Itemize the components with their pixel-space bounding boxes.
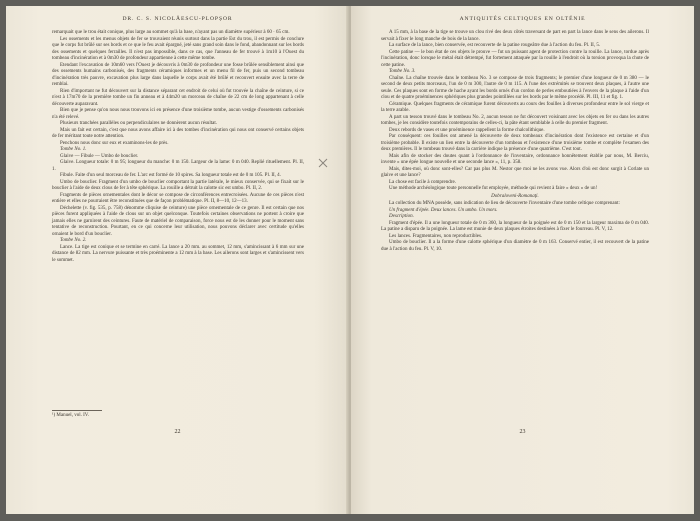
paragraph: Chaîne. La chaîne trouvée dans le tombeau No. 3 se compose de trois fragments; le premier d'une longueur de 0 m 380 — le second de deux petits morceaux, l'un de 0 m 300, l'autre de 0 m 115. A l'une des extrémités se trouvent deux plaques, à l'autre une seule. Ces plaques sont en forme de hache ayant les bords ornés d'un cordon de perles emboutiées à l'envers de la plaque à l'aide d'un clou et de quatre proéminences sphériques plus grandes pointillées sur les bords par le même procédé. Pl. III, 11 et fig. 1.	[381, 75, 649, 100]
paragraph: La collection du MNA possède, sans indication de lieu de découverte l'inventaire d'une tombe celtique comprenant:	[389, 201, 620, 206]
section-heading: Dobraloveni-Romanați.	[491, 193, 539, 199]
paragraph: Céramique. Quelques fragments de céramique furent découverts au cours des fouilles à diverses profondeur entre le sol vierge et la terre arable.	[381, 101, 649, 113]
paragraph: Par conséquent: ces fouilles ont amené la découverte de deux tombeaux d'incinération dont l'existence est certaine et d'un troisième probable. Il existe un lien entre la découverte d'un tombeau et l'existence d'une troisième tombe et complète l'examen des deux premières. Il le tombeau trouvé dans la carrière indique la présence d'une quatrième. C'est tout.	[381, 134, 649, 152]
tomb-1-item: Fibule. Faite d'un seul morceau de fer. L'arc est formé de 10 spires. Sa longueur totale est de 0 m 105. Pl. II, 4.	[60, 173, 281, 178]
paragraph: Mais un fait est certain, c'est que nous avons affaire ici à des tombes d'incinération qui nous ont conservé certains objets de fer méritant toute notre attention.	[52, 127, 304, 139]
paragraph: remarquait que le trou était conique, plus large au sommet qu'à la base, n'ayant pas un diamètre supérieur à 60 · 65 cm.	[52, 30, 290, 35]
paragraph: Les lances. Fragmentaires, non reproductibles.	[389, 233, 483, 239]
paragraph: Cette patine — le bon état de ces objets le prouve — fut un puissant agent de protection contre la rouille. La lance, tordue après l'incinération, donc lorsque le métal était détrempé, fut fortement attaquée par la rouille à l'endroit où la torsion provoqua la chute de cette patine.	[381, 49, 649, 68]
paragraph: Rien d'important ne fut découvert sur la distance séparant cet endroit de celui où fut trouvée la chaîne de ceinture, si ce n'est à 17m70 de la première tombe un fin anneau et à 44m20 un morceau de chaîne de 22 cm de long appartenant à celle découverte auparavant.	[52, 88, 304, 107]
tomb-1-item: Glaive. Longueur totale: 0 m 95; longueur du manche: 0 m 150. Largeur de la lame: 0 m 040. Replié rituellement. Pl. II, 1.	[52, 160, 304, 172]
paragraph: La chose est facile à comprendre.	[389, 179, 456, 185]
tomb-2-heading: Tombe No. 2.	[60, 238, 87, 243]
paragraph: Description.	[389, 214, 414, 219]
tomb-1-item: Fragments de pièces ornementales dont le décor se compose de circonférences entrecroisées. Aucune de ces pièces n'est entière et elles ne pourraient être reconstituées que de façon problématique. Pl. II, 8—10, 12—13.	[52, 192, 304, 204]
paragraph: A 15 mm, à la base de la tige se trouve un clou rivé des deux côtés traversant de part en part la lance dans le sens des ailerons. Il servait à fixer le long manche de bois de la lance.	[381, 30, 649, 42]
pencil-x-mark-icon	[316, 156, 330, 170]
tomb-3-heading: Tombe No. 3.	[389, 69, 416, 74]
tomb-1-heading: Tombe No. 1.	[60, 147, 87, 152]
footnote: ¹) Manuel, vol. IV.	[52, 413, 89, 418]
tomb-2-text: Lance. La tige est conique et se termine en carré. La lance a 20 mm. au sommet, 12 mm, s'amincissant à 6 mm sur une distance de 82 mm. La nervure puissante et très proéminente a 12 mm à la base. Les ailerons sont larges et s'amincissent vers le sommet.	[52, 244, 304, 263]
paragraph: Plusieurs tranchées parallèles ou perpendiculaires ne donnèrent aucun résultat.	[60, 121, 218, 126]
paragraph: Deux rebords de vases et une proéminence rappellent la forme chalcolithique.	[389, 127, 545, 133]
footnote-rule	[52, 410, 102, 411]
tomb-1-item: Déchelette (v. fig. 535, p. 758) dénomme cliquise de ceinture) une pièce ornementale de ce genre. Il est certain que nos pièces furent appliquées à l'aide de clous sur un objet quelconque. Toutefois certaines observations ne portent à croire que jamais elles ne garnirent des ceintures. Faute de matériel de comparaison, force nous est de les donner pour le moment sans tentative de reconstruction. Pourtant, en ce qui concerne leur utilisation, nous pouvons déclarer avec certitude qu'elles ornaient le bord d'un bouclier.	[52, 205, 304, 237]
left-page	[6, 6, 349, 514]
left-running-head: DR. C. S. NICOLĂESCU-PLOPȘOR	[122, 16, 233, 22]
right-page	[351, 6, 694, 514]
right-page-body	[381, 30, 649, 253]
paragraph: A part un tesson trouvé dans le tombeau No. 2, aucun tesson ne fut découvert voisinant avec les objets en fer ou dans les autres tombes, je les considère toutefois contemporains de celles-ci, la pâte étant semblable à celle du premier fragment.	[381, 114, 649, 126]
page-number-right: 23	[519, 429, 526, 435]
paragraph: La surface de la lance, bien conservée, est recouverte de la patine rougeâtre due à l'action du feu. Pl. II, 5.	[389, 43, 601, 48]
paragraph: Fragment d'épée. Il a une longueur totale de 0 m 360, la longueur de la poignée est de 0 m 150 et la largeur maxima de 0 m 040. La patine a disparu de la poignée. La lame est munie de deux plaques étroites destinées à fixer le fourreau. Pl. V, 12.	[381, 220, 649, 232]
left-page-body	[52, 30, 304, 264]
paragraph: Un fragment d'épée. Deux lances. Un umbo. Un mors.	[389, 207, 498, 213]
paragraph: Etendant l'excavation de 10m60 vers l'Ouest je découvris à 0m30 de profondeur une fosse brûlée sensiblement ainsi que des ossements humains carbonisés, des fragments céramiques informes et un menu fil de fer, puis un second tombeau d'incinération très pauvre, excavation plus large dans laquelle le corps avait été brûlé et recouvert ensuite avec la terre de remblai.	[52, 62, 304, 87]
paragraph: Penchons nous donc sur eux et examinons-les de près.	[60, 140, 169, 146]
page-number-left: 22	[174, 429, 181, 435]
paragraph: Mais, dites-moi, où donc sont-elles? Car pas plus M. Nestor que moi ne les avons vue. Alors d'où est donc surgit à Corlate un glaive et une lance?	[381, 166, 649, 178]
tomb-1-item: Umbo de bouclier. Fragment d'un umbo de bouclier comportant la partie latérale, le mieux conservée, qui se fixait sur le bouclier à l'aide de deux clous de fer à tête sphérique. La rouille a détruit la calotte sic est umbo. Pl. II, 2.	[52, 179, 304, 191]
paragraph: Bien que je pense qu'on nous nous trouvons ici en présence d'une troisième tombe, aucun vestige d'ossements carbonisés n'a été relevé.	[52, 108, 304, 120]
book-spread	[6, 6, 694, 514]
right-running-head: ANTIQUITÉS CELTIQUES EN OLTÉNIE	[459, 16, 586, 22]
paragraph: Les ossements et les menus objets de fer se trouvaient réunis surtout dans la partie Est du trou, il est permis de conclure que le corps fut brûlé sur ses bords et ce que le feu avait épargné, jeté sans grand soin dans le fond, abandonnant sur les bords des ossements et quelques ferrailles. Il n'est pas impossible, dans ce cas, que l'anneau de fer trouvé à 1m10 à l'Ouest du tombeau d'incinération et à 0m30 de profondeur appartienne à cette même tombe.	[52, 36, 304, 61]
paragraph: Une méthode archéologique toute personnelle fut employée, méthode qui revient à faire « deux » de un!	[389, 186, 598, 191]
paragraph: Umbo de bouclier. Il a la forme d'une calotte sphérique d'un diamètre de 0 m 163. Conservé entier, il est recouvert de la patine due à l'action du feu. Pl. V, 10.	[381, 240, 649, 252]
paragraph: Mais afin de stocker des doutes quant à l'ordonnance de l'inventaire, ordonnance honnêtement établie par nous, M. Berciu, invente « une épée longue nouvelle et une seconde lance », 11, p. 358.	[381, 153, 649, 165]
tomb-1-item: Glaive — Fibule — Umbo de bouclier.	[60, 153, 139, 159]
